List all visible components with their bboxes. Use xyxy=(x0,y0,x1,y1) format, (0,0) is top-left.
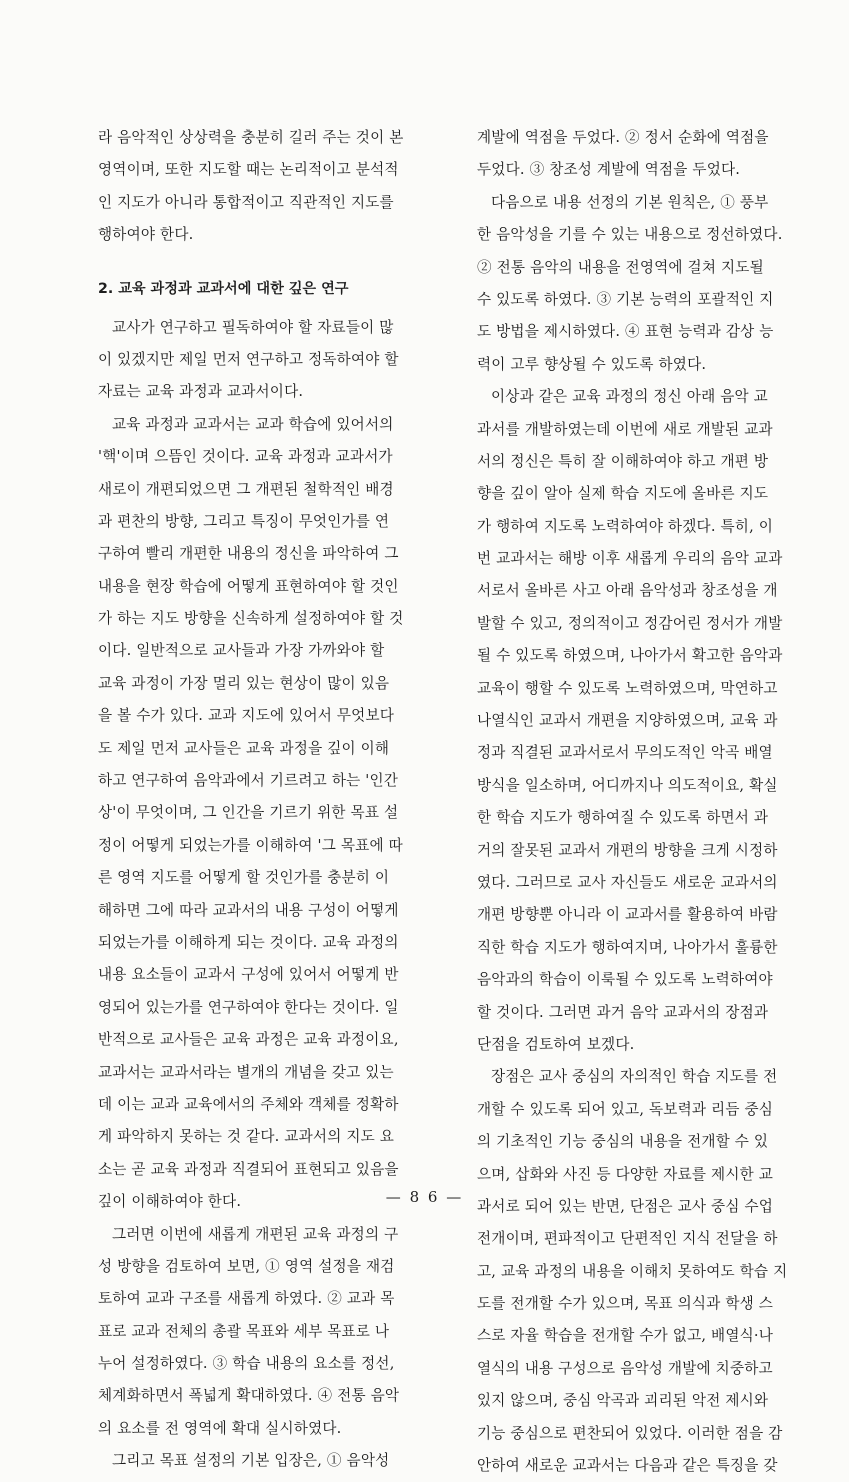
text-line: 그러면 이번에 새롭게 개편된 교육 과정의 구 xyxy=(112,1225,399,1243)
text-line: 체계화하면서 폭넓게 확대하였다. ④ 전통 음악 xyxy=(98,1387,400,1405)
text-line: 게 파악하지 못하는 것 같다. 교과서의 지도 요 xyxy=(98,1128,395,1146)
text-line: 향을 깊이 알아 실제 학습 지도에 올바른 지도 xyxy=(477,485,769,503)
text-line: 영역이며, 또한 지도할 때는 논리적이고 분석적 xyxy=(98,161,399,179)
text-line: 될 수 있도록 하였으며, 나아가서 확고한 음악과 xyxy=(477,647,783,665)
text-line: 번 교과서는 해방 이후 새롭게 우리의 음악 교과 xyxy=(477,550,783,568)
text-line: 직한 학습 지도가 행하여지며, 나아가서 훌륭한 xyxy=(477,938,778,956)
text-line: 상'이 무엇이며, 그 인간을 기르기 위한 목표 설 xyxy=(98,804,399,822)
text-line: 두었다. ③ 창조성 계발에 역점을 두었다. xyxy=(477,161,741,179)
text-line: 다음으로 내용 선정의 기본 원칙은, ① 풍부 xyxy=(491,193,769,211)
text-line: '핵'이며 으뜸인 것이다. 교육 과정과 교과서가 xyxy=(98,448,393,466)
text-line: 영되어 있는가를 연구하여야 한다는 것이다. 일 xyxy=(98,998,399,1016)
text-line: 토하여 교과 구조를 새롭게 하였다. ② 교과 목 xyxy=(98,1290,395,1308)
text-line: 도 방법을 제시하였다. ④ 표현 능력과 감상 능 xyxy=(477,323,774,341)
text-line: 과서로 되어 있는 반면, 단점은 교사 중심 수업 xyxy=(477,1197,774,1215)
text-line: 교육 과정이 가장 멀리 있는 현상이 많이 있음 xyxy=(98,674,390,692)
text-line: 정이 어떻게 되었는가를 이해하여 '그 목표에 따 xyxy=(98,836,403,854)
text-line: 이상과 같은 교육 과정의 정신 아래 음악 교 xyxy=(491,388,768,406)
text-line: 라 음악적인 상상력을 충분히 길러 주는 것이 본 xyxy=(98,129,404,146)
text-line: 도를 전개할 수가 있으며, 목표 의식과 학생 스 xyxy=(477,1295,774,1313)
text-line: 안하여 새로운 교과서는 다음과 같은 특징을 갖 xyxy=(477,1457,778,1475)
section-body xyxy=(98,312,434,1478)
text-line: 그리고 목표 설정의 기본 입장은, ① 음악성 xyxy=(112,1452,390,1470)
text-line: 서의 정신은 특히 잘 이해하여야 하고 개편 방 xyxy=(477,452,769,470)
text-line: 개할 수 있도록 되어 있고, 독보력과 리듬 중심 xyxy=(477,1100,774,1118)
text-line: 성 방향을 검토하여 보면, ① 영역 설정을 재검 xyxy=(98,1257,395,1275)
text-line: 구하여 빨리 개편한 내용의 정신을 파악하여 그 xyxy=(98,545,399,563)
text-line: 인 지도가 아니라 통합적이고 직관적인 지도를 xyxy=(98,193,394,211)
text-line: 교과서는 교과서라는 별개의 개념을 갖고 있는 xyxy=(98,1063,394,1081)
text-line: 반적으로 교사들은 교육 과정은 교육 과정이요, xyxy=(98,1031,399,1049)
text-line: 열식의 내용 구성으로 음악성 개발에 치중하고 xyxy=(477,1359,773,1377)
text-line: 으며, 삽화와 사진 등 다양한 자료를 제시한 교 xyxy=(477,1165,774,1183)
text-line: 력이 고루 향상될 수 있도록 하였다. xyxy=(477,355,707,373)
text-line: 전개이며, 편파적이고 단편적인 지식 전달을 하 xyxy=(477,1230,778,1248)
text-line: 있지 않으며, 중심 악곡과 괴리된 악전 제시와 xyxy=(477,1392,769,1410)
left-column xyxy=(98,122,434,1478)
text-line: 한 음악성을 기를 수 있는 내용으로 정선하였다. xyxy=(477,226,783,244)
text-line: 고, 교육 과정의 내용을 이해치 못하여도 학습 지 xyxy=(477,1262,788,1280)
text-line: 이 있겠지만 제일 먼저 연구하고 정독하여야 할 xyxy=(98,350,399,368)
text-line: 나열식인 교과서 개편을 지양하였으며, 교육 과 xyxy=(477,712,778,730)
text-line: 데 이는 교과 교육에서의 주체와 객체를 정확하 xyxy=(98,1095,399,1113)
text-line: 표로 교과 전체의 총괄 목표와 세부 목표로 나 xyxy=(98,1322,390,1340)
text-line: 발할 수 있고, 정의적이고 정감어린 정서가 개발 xyxy=(477,614,783,632)
text-line: 누어 설정하였다. ③ 학습 내용의 요소를 정선, xyxy=(98,1355,395,1373)
text-line: 교육 과정과 교과서는 교과 학습에 있어서의 xyxy=(112,415,394,433)
text-line: 였다. 그러므로 교사 자신들도 새로운 교과서의 xyxy=(477,873,778,891)
text-line: 기능 중심으로 편찬되어 있었다. 이러한 점을 감 xyxy=(477,1424,783,1442)
text-line: 할 것이다. 그러면 과거 음악 교과서의 장점과 xyxy=(477,1003,769,1021)
text-line: 행하여야 한다. xyxy=(98,226,194,244)
text-line: 른 영역 지도를 어떻게 할 것인가를 충분히 이 xyxy=(98,869,390,887)
text-line: 개편 방향뿐 아니라 이 교과서를 활용하여 바람 xyxy=(477,906,778,924)
section-heading: 2. 교육 과정과 교과서에 대한 깊은 연구 xyxy=(98,280,349,297)
text-line: 과 편찬의 방향, 그리고 특징이 무엇인가를 연 xyxy=(98,512,390,530)
text-line: 단점을 검토하여 보겠다. xyxy=(477,1035,635,1053)
text-line: 내용 요소들이 교과서 구성에 있어서 어떻게 반 xyxy=(98,966,399,984)
text-line: ② 전통 음악의 내용을 전영역에 걸쳐 지도될 xyxy=(477,258,764,276)
intro-paragraph xyxy=(98,122,434,252)
text-line: 을 볼 수가 있다. 교과 지도에 있어서 무엇보다 xyxy=(98,707,395,725)
text-line: 서로서 올바른 사고 아래 음악성과 창조성을 개 xyxy=(477,582,778,600)
text-line: 깊이 이해하여야 한다. xyxy=(98,1193,242,1211)
text-line: 교사가 연구하고 필독하여야 할 자료들이 많 xyxy=(112,318,394,336)
text-line: 한 학습 지도가 행하여질 수 있도록 하면서 과 xyxy=(477,809,769,827)
text-line: 의 기초적인 기능 중심의 내용을 전개할 수 있 xyxy=(477,1133,769,1151)
text-line: 과서를 개발하였는데 이번에 새로 개발된 교과 xyxy=(477,420,773,438)
text-line: 거의 잘못된 교과서 개편의 방향을 크게 시정하 xyxy=(477,841,778,859)
text-line: 정과 직결된 교과서로서 무의도적인 악곡 배열 xyxy=(477,744,773,762)
text-line: 계발에 역점을 두었다. ② 정서 순화에 역점을 xyxy=(477,129,769,146)
text-line: 소는 곧 교육 과정과 직결되어 표현되고 있음을 xyxy=(98,1160,399,1178)
text-line: 내용을 현장 학습에 어떻게 표현하여야 할 것인 xyxy=(98,577,399,595)
text-line: 장점은 교사 중심의 자의적인 학습 지도를 전 xyxy=(491,1068,778,1086)
text-line: 되었는가를 이해하게 되는 것이다. 교육 과정의 xyxy=(98,933,399,951)
text-line: 가 하는 지도 방향을 신속하게 설정하여야 할 것 xyxy=(98,610,404,628)
text-line: 해하면 그에 따라 교과서의 내용 구성이 어떻게 xyxy=(98,901,399,919)
text-line: 방식을 일소하며, 어디까지나 의도적이요, 확실 xyxy=(477,776,778,794)
text-line: 스로 자율 학습을 전개할 수가 없고, 배열식·나 xyxy=(477,1327,774,1345)
text-line: 하고 연구하여 음악과에서 기르려고 하는 '인간 xyxy=(98,772,399,790)
page-number: — 8 6 — xyxy=(385,1188,464,1206)
text-line: 가 행하여 지도록 노력하여야 하겠다. 특히, 이 xyxy=(477,517,774,535)
right-column xyxy=(477,122,813,1482)
text-line: 음악과의 학습이 이룩될 수 있도록 노력하여야 xyxy=(477,971,773,989)
text-line: 자료는 교육 과정과 교과서이다. xyxy=(98,383,304,401)
text-line: 수 있도록 하였다. ③ 기본 능력의 포괄적인 지 xyxy=(477,290,774,308)
text-line: 의 요소를 전 영역에 확대 실시하였다. xyxy=(98,1419,342,1437)
text-line: 도 제일 먼저 교사들은 교육 과정을 깊이 이해 xyxy=(98,739,390,757)
text-line: 교육이 행할 수 있도록 노력하였으며, 막연하고 xyxy=(477,679,778,697)
section-gap xyxy=(98,252,434,274)
text-line: 이다. 일반적으로 교사들과 가장 가까와야 할 xyxy=(98,642,385,660)
text-line: 새로이 개편되었으면 그 개편된 철학적인 배경 xyxy=(98,480,394,498)
